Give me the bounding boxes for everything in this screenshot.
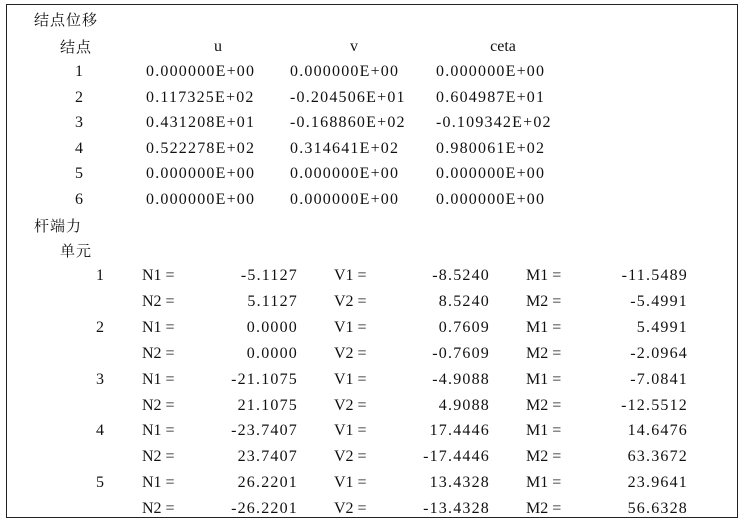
- axial-force-label: N1 =: [142, 370, 175, 388]
- moment-label: M2 =: [526, 292, 562, 310]
- node-number: 1: [75, 63, 83, 80]
- node-number: 4: [75, 139, 83, 157]
- moment-value: -11.5489: [621, 267, 688, 284]
- shear-force-value: 8.5240: [438, 292, 490, 310]
- element-number: 2: [96, 318, 104, 336]
- moment-value: 56.6328: [627, 500, 688, 518]
- v-column-header: v: [350, 38, 358, 55]
- displacement-u: 0.117325E+02: [146, 88, 255, 106]
- moment-label: M2 =: [526, 344, 562, 362]
- axial-force-value: -23.7407: [231, 422, 298, 440]
- displacement-section-title: 结点位移: [34, 11, 99, 29]
- shear-force-label: V2 =: [334, 344, 367, 362]
- u-column-header: u: [214, 38, 222, 55]
- axial-force-value: 0.0000: [246, 344, 298, 362]
- shear-force-label: V2 =: [334, 448, 367, 466]
- shear-force-label: V1 =: [334, 318, 367, 336]
- displacement-v: 0.314641E+02: [290, 139, 400, 157]
- axial-force-label: N2 =: [142, 448, 175, 466]
- moment-label: M1 =: [526, 370, 562, 388]
- displacement-u: 0.431208E+01: [146, 114, 256, 132]
- displacement-u: 0.000000E+00: [146, 191, 256, 208]
- shear-force-value: -8.5240: [432, 267, 490, 284]
- moment-value: 23.9641: [627, 474, 688, 492]
- displacement-v: -0.168860E+02: [290, 114, 406, 132]
- element-number: 5: [96, 474, 104, 492]
- axial-force-label: N1 =: [142, 422, 175, 440]
- axial-force-value: 0.0000: [246, 318, 298, 336]
- shear-force-value: -0.7609: [432, 344, 490, 362]
- force-section-title: 杆端力: [34, 217, 83, 235]
- shear-force-label: V2 =: [334, 500, 367, 518]
- displacement-v: 0.000000E+00: [290, 165, 400, 183]
- moment-label: M1 =: [526, 474, 562, 492]
- shear-force-label: V2 =: [334, 396, 367, 414]
- displacement-ceta: -0.109342E+02: [436, 114, 552, 132]
- axial-force-value: -26.2201: [231, 500, 298, 518]
- moment-label: M2 =: [526, 448, 562, 466]
- displacement-ceta: 0.000000E+00: [436, 165, 546, 183]
- moment-value: -2.0964: [630, 344, 688, 362]
- axial-force-label: N2 =: [142, 500, 175, 518]
- shear-force-value: 17.4446: [429, 422, 490, 440]
- axial-force-value: -5.1127: [240, 267, 298, 284]
- element-number: 3: [96, 370, 104, 388]
- moment-value: -12.5512: [621, 396, 688, 414]
- shear-force-label: V2 =: [334, 292, 367, 310]
- shear-force-label: V1 =: [334, 474, 367, 492]
- axial-force-label: N2 =: [142, 396, 175, 414]
- shear-force-value: -13.4328: [423, 500, 490, 518]
- node-number: 6: [75, 191, 83, 208]
- moment-label: M1 =: [526, 267, 562, 284]
- ceta-column-header: ceta: [490, 38, 516, 55]
- displacement-v: 0.000000E+00: [290, 191, 400, 208]
- moment-value: -5.4991: [630, 292, 688, 310]
- shear-force-label: V1 =: [334, 370, 367, 388]
- moment-value: 14.6476: [627, 422, 688, 440]
- shear-force-value: 0.7609: [438, 318, 490, 336]
- displacement-ceta: 0.000000E+00: [436, 191, 546, 208]
- shear-force-value: -4.9088: [432, 370, 490, 388]
- shear-force-value: 4.9088: [438, 396, 490, 414]
- axial-force-value: 5.1127: [247, 292, 298, 310]
- shear-force-label: V1 =: [334, 267, 367, 284]
- displacement-ceta: 0.980061E+02: [436, 139, 546, 157]
- node-column-header: 结点: [60, 38, 93, 56]
- axial-force-value: 23.7407: [237, 448, 298, 466]
- axial-force-value: -21.1075: [231, 370, 298, 388]
- axial-force-label: N2 =: [142, 292, 175, 310]
- displacement-v: -0.204506E+01: [290, 88, 406, 106]
- displacement-ceta: 0.000000E+00: [436, 63, 546, 80]
- axial-force-label: N1 =: [142, 474, 175, 492]
- unit-column-header: 单元: [60, 242, 93, 260]
- moment-label: M2 =: [526, 396, 562, 414]
- element-number: 1: [96, 267, 104, 284]
- axial-force-label: N2 =: [142, 344, 175, 362]
- displacement-ceta: 0.604987E+01: [436, 88, 546, 106]
- displacement-u: 0.522278E+02: [146, 139, 256, 157]
- shear-force-value: 13.4328: [429, 474, 490, 492]
- displacement-u: 0.000000E+00: [146, 165, 256, 183]
- shear-force-value: -17.4446: [423, 448, 490, 466]
- axial-force-label: N1 =: [142, 318, 175, 336]
- element-number: 4: [96, 422, 104, 440]
- axial-force-value: 21.1075: [237, 396, 298, 414]
- node-number: 2: [75, 88, 83, 106]
- moment-label: M1 =: [526, 422, 562, 440]
- moment-label: M1 =: [526, 318, 562, 336]
- moment-value: 5.4991: [636, 318, 688, 336]
- node-number: 5: [75, 165, 83, 183]
- node-number: 3: [75, 114, 83, 132]
- displacement-v: 0.000000E+00: [290, 63, 400, 80]
- moment-label: M2 =: [526, 500, 562, 518]
- axial-force-label: N1 =: [142, 267, 175, 284]
- moment-value: -7.0841: [630, 370, 688, 388]
- shear-force-label: V1 =: [334, 422, 367, 440]
- moment-value: 63.3672: [627, 448, 688, 466]
- displacement-u: 0.000000E+00: [146, 63, 256, 80]
- axial-force-value: 26.2201: [237, 474, 298, 492]
